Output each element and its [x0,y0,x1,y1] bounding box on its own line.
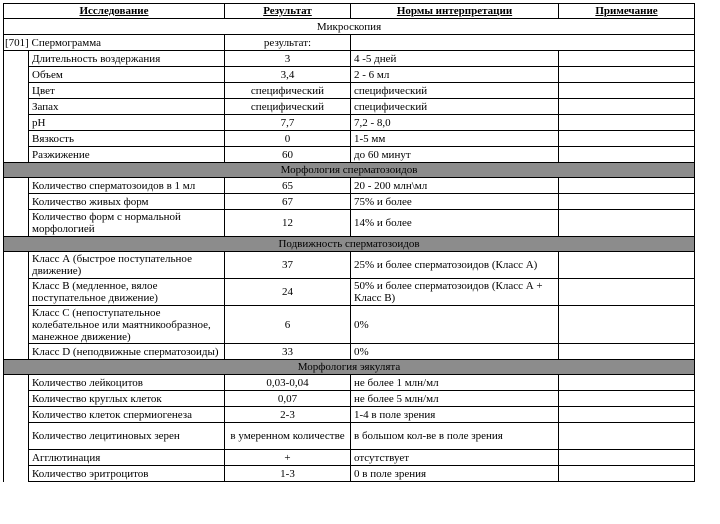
row-note [559,83,695,99]
row-result: 67 [225,194,351,210]
row-result: 24 [225,279,351,306]
row-norm: 14% и более [351,210,559,237]
row-result: 0,07 [225,391,351,407]
row-indent [4,391,29,407]
table-row [4,147,695,163]
section-row-morphology-ejaculate [4,360,695,375]
row-test-name: Длительность воздержания [29,51,225,67]
row-note [559,99,695,115]
row-test-name: Количество живых форм [29,194,225,210]
row-result: 3 [225,51,351,67]
table-row [4,450,695,466]
row-note [559,194,695,210]
row-note [559,450,695,466]
row-indent [4,115,29,131]
table-row [4,252,695,279]
row-norm: не более 5 млн/мл [351,391,559,407]
row-test-name: Количество лейкоцитов [29,375,225,391]
table-row [4,423,695,450]
row-indent [4,375,29,391]
row-result: 1-3 [225,466,351,482]
section-title: Морфология сперматозоидов [4,163,695,178]
row-note [559,178,695,194]
row-indent [4,423,29,450]
row-result: 2-3 [225,407,351,423]
row-result: 60 [225,147,351,163]
row-norm: до 60 минут [351,147,559,163]
row-test-name: Класс В (медленное, вялое поступательное движение) [29,279,225,306]
test-note [559,35,695,51]
row-indent [4,83,29,99]
row-note [559,407,695,423]
row-note [559,147,695,163]
row-norm: 4 -5 дней [351,51,559,67]
test-result: результат: [225,35,351,51]
header-test: Исследование [4,4,225,19]
table-row [4,391,695,407]
row-note [559,252,695,279]
row-norm: специфический [351,99,559,115]
spermogram-report-table [3,3,695,482]
table-row [4,279,695,306]
table-row [4,51,695,67]
row-test-name: Количество клеток спермиогенеза [29,407,225,423]
header-result: Результат [225,4,351,19]
row-norm: специфический [351,83,559,99]
row-note [559,391,695,407]
section-row-motility [4,237,695,252]
row-note [559,466,695,482]
row-result: 7,7 [225,115,351,131]
row-norm: 20 - 200 млн\мл [351,178,559,194]
row-indent [4,147,29,163]
row-test-name: Количество сперматозоидов в 1 мл [29,178,225,194]
row-norm: 1-4 в поле зрения [351,407,559,423]
test-name: Спермограмма [29,35,225,51]
row-result: 37 [225,252,351,279]
header-norms: Нормы интерпретации [351,4,559,19]
row-indent [4,67,29,83]
row-test-name: Агглютинация [29,450,225,466]
row-norm: 1-5 мм [351,131,559,147]
table-row [4,178,695,194]
row-indent [4,194,29,210]
row-indent [4,178,29,194]
row-note [559,344,695,360]
row-result: специфический [225,99,351,115]
row-test-name: Разжижение [29,147,225,163]
row-norm: 2 - 6 мл [351,67,559,83]
row-norm: отсутствует [351,450,559,466]
row-indent [4,99,29,115]
row-test-name: pH [29,115,225,131]
row-test-name: Количество круглых клеток [29,391,225,407]
table-row [4,344,695,360]
row-indent [4,450,29,466]
row-result: 0 [225,131,351,147]
row-note [559,115,695,131]
table-row [4,67,695,83]
section-title: Морфология эякулята [4,360,695,375]
table-row [4,466,695,482]
row-note [559,51,695,67]
table-row [4,115,695,131]
row-note [559,423,695,450]
row-indent [4,51,29,67]
row-note [559,67,695,83]
section-row-morphology-sperm [4,163,695,178]
header-note: Примечание [559,4,695,19]
row-result: 12 [225,210,351,237]
row-norm: 25% и более сперматозоидов (Класс А) [351,252,559,279]
row-test-name: Объем [29,67,225,83]
table-row [4,99,695,115]
row-indent [4,252,29,279]
row-note [559,375,695,391]
row-indent [4,279,29,306]
row-test-name: Количество форм с нормальной морфологией [29,210,225,237]
row-result: 33 [225,344,351,360]
row-norm: 75% и более [351,194,559,210]
row-norm: 0% [351,344,559,360]
row-test-name: Класс С (непоступательное колебательное или маятникообразное, манежное движение) [29,306,225,344]
section-row-microscopy [4,19,695,35]
table-row [4,375,695,391]
row-indent [4,210,29,237]
table-row-spermogram [4,35,695,51]
table-row [4,131,695,147]
table-row [4,194,695,210]
row-result: + [225,450,351,466]
row-indent [4,306,29,344]
section-title: Микроскопия [4,19,695,35]
row-norm: 7,2 - 8,0 [351,115,559,131]
row-test-name: Вязкость [29,131,225,147]
row-test-name: Запах [29,99,225,115]
row-note [559,279,695,306]
row-note [559,306,695,344]
row-norm: в большом кол-ве в поле зрения [351,423,559,450]
table-row [4,210,695,237]
row-result: 3,4 [225,67,351,83]
row-indent [4,407,29,423]
row-test-name: Класс D (неподвижные сперматозоиды) [29,344,225,360]
row-indent [4,344,29,360]
table-row [4,83,695,99]
row-note [559,210,695,237]
row-note [559,131,695,147]
test-norm [351,35,559,51]
row-norm: 0% [351,306,559,344]
row-test-name: Класс А (быстрое поступательное движение) [29,252,225,279]
row-result: в умеренном количестве [225,423,351,450]
table-row [4,306,695,344]
row-test-name: Количество эритроцитов [29,466,225,482]
row-indent [4,466,29,482]
row-norm: не более 1 млн/мл [351,375,559,391]
table-row [4,407,695,423]
section-title: Подвижность сперматозоидов [4,237,695,252]
test-code: [701] [5,36,29,49]
table-header-row [4,4,695,19]
row-test-name: Количество лецитиновых зерен [29,423,225,450]
row-indent [4,131,29,147]
row-result: специфический [225,83,351,99]
row-test-name: Цвет [29,83,225,99]
row-norm: 50% и более сперматозоидов (Класс А + Класс В) [351,279,559,306]
row-result: 6 [225,306,351,344]
row-norm: 0 в поле зрения [351,466,559,482]
row-result: 65 [225,178,351,194]
row-result: 0,03-0,04 [225,375,351,391]
